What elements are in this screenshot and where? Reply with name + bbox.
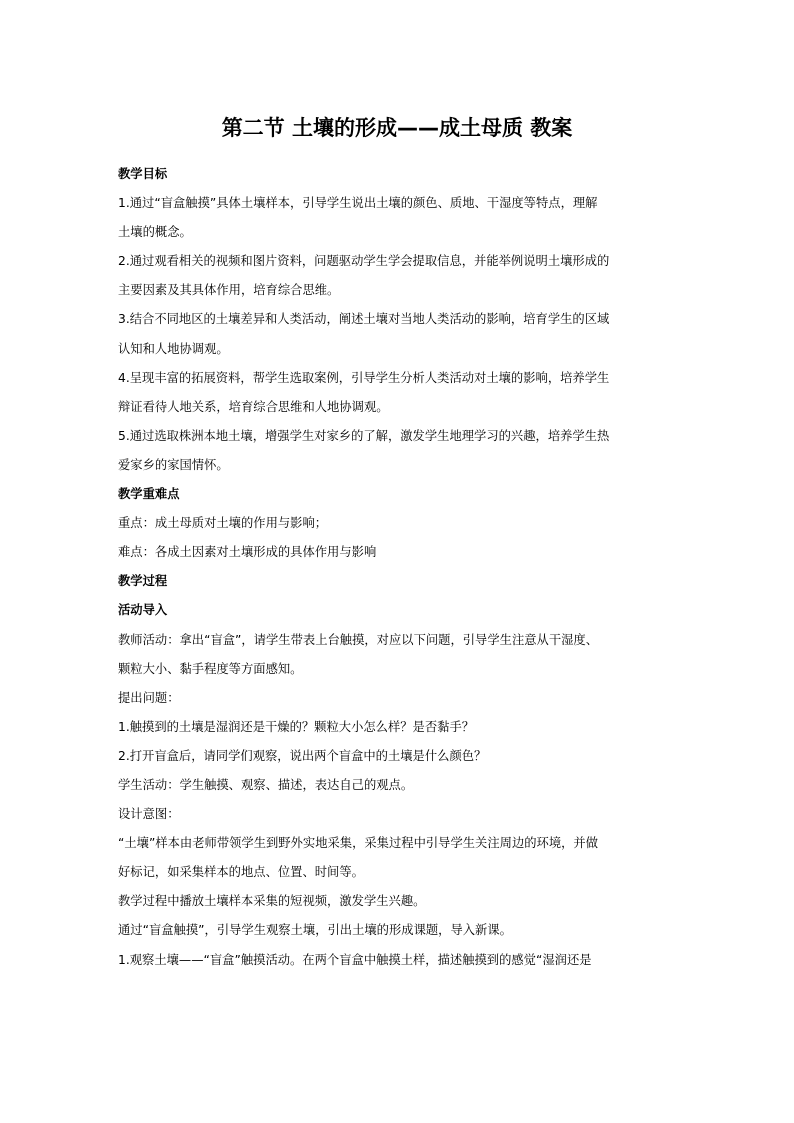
paragraph-line: 4.呈现丰富的拓展资料，帮学生选取案例，引导学生分析人类活动对土壤的影响，培养学生 xyxy=(118,370,610,385)
paragraph-line: 设计意图： xyxy=(118,807,180,822)
paragraph-line: 重点：成土母质对土壤的作用与影响； xyxy=(118,516,328,531)
paragraph-line: 2.通过观看相关的视频和图片资料，问题驱动学生学会提取信息，并能举例说明土壤形成的 xyxy=(118,254,610,269)
paragraph-line: 颗粒大小、黏手程度等方面感知。 xyxy=(118,661,303,676)
paragraph-line: 5.通过选取株洲本地土壤，增强学生对家乡的了解，激发学生地理学习的兴趣，培养学生热 xyxy=(118,428,610,443)
paragraph-line: 1.触摸到的土壤是湿润还是干燥的？颗粒大小怎么样？是否黏手？ xyxy=(118,719,475,734)
paragraph-line: 教师活动：拿出“盲盒”，请学生带表上台触摸，对应以下问题，引导学生注意从干湿度、 xyxy=(118,632,599,647)
paragraph-line: 3.结合不同地区的土壤差异和人类活动，阐述土壤对当地人类活动的影响，培育学生的区域 xyxy=(118,312,610,327)
paragraph-line: 1.通过“盲盒触摸”具体土壤样本，引导学生说出土壤的颜色、质地、干湿度等特点，理解 xyxy=(118,196,598,211)
paragraph-line: 难点：各成土因素对土壤形成的具体作用与影响 xyxy=(118,545,377,560)
paragraph-line: 爱家乡的家国情怀。 xyxy=(118,457,229,472)
paragraph-line: 通过“盲盒触摸”，引导学生观察土壤，引出土壤的形成课题，导入新课。 xyxy=(118,923,512,938)
section-heading: 活动导入 xyxy=(118,603,168,618)
document-title: 第二节 土壤的形成——成土母质 教案 xyxy=(221,116,573,140)
paragraph-line: 2.打开盲盒后，请同学们观察，说出两个盲盒中的土壤是什么颜色？ xyxy=(118,748,487,763)
paragraph-line: 好标记，如采集样本的地点、位置、时间等。 xyxy=(118,865,364,880)
paragraph-line: 主要因素及其具体作用，培育综合思维。 xyxy=(118,283,340,298)
paragraph-line: 辩证看待人地关系，培育综合思维和人地协调观。 xyxy=(118,399,389,414)
section-heading: 教学过程 xyxy=(118,574,168,589)
paragraph-line: 教学过程中播放土壤样本采集的短视频，激发学生兴趣。 xyxy=(118,894,426,909)
paragraph-line: 提出问题： xyxy=(118,690,180,705)
paragraph-line: 认知和人地协调观。 xyxy=(118,341,229,356)
paragraph-line: 学生活动：学生触摸、观察、描述，表达自己的观点。 xyxy=(118,777,414,792)
paragraph-line: 土壤的概念。 xyxy=(118,225,192,240)
paragraph-line: “土壤”样本由老师带领学生到野外实地采集，采集过程中引导学生关注周边的环境，并做 xyxy=(118,836,599,851)
section-heading: 教学重难点 xyxy=(118,487,180,502)
document-body xyxy=(118,160,678,975)
paragraph-line: 1.观察土壤——“盲盒”触摸活动。在两个盲盒中触摸土样，描述触摸到的感觉“湿润还是 xyxy=(118,952,592,967)
section-heading: 教学目标 xyxy=(118,167,168,181)
